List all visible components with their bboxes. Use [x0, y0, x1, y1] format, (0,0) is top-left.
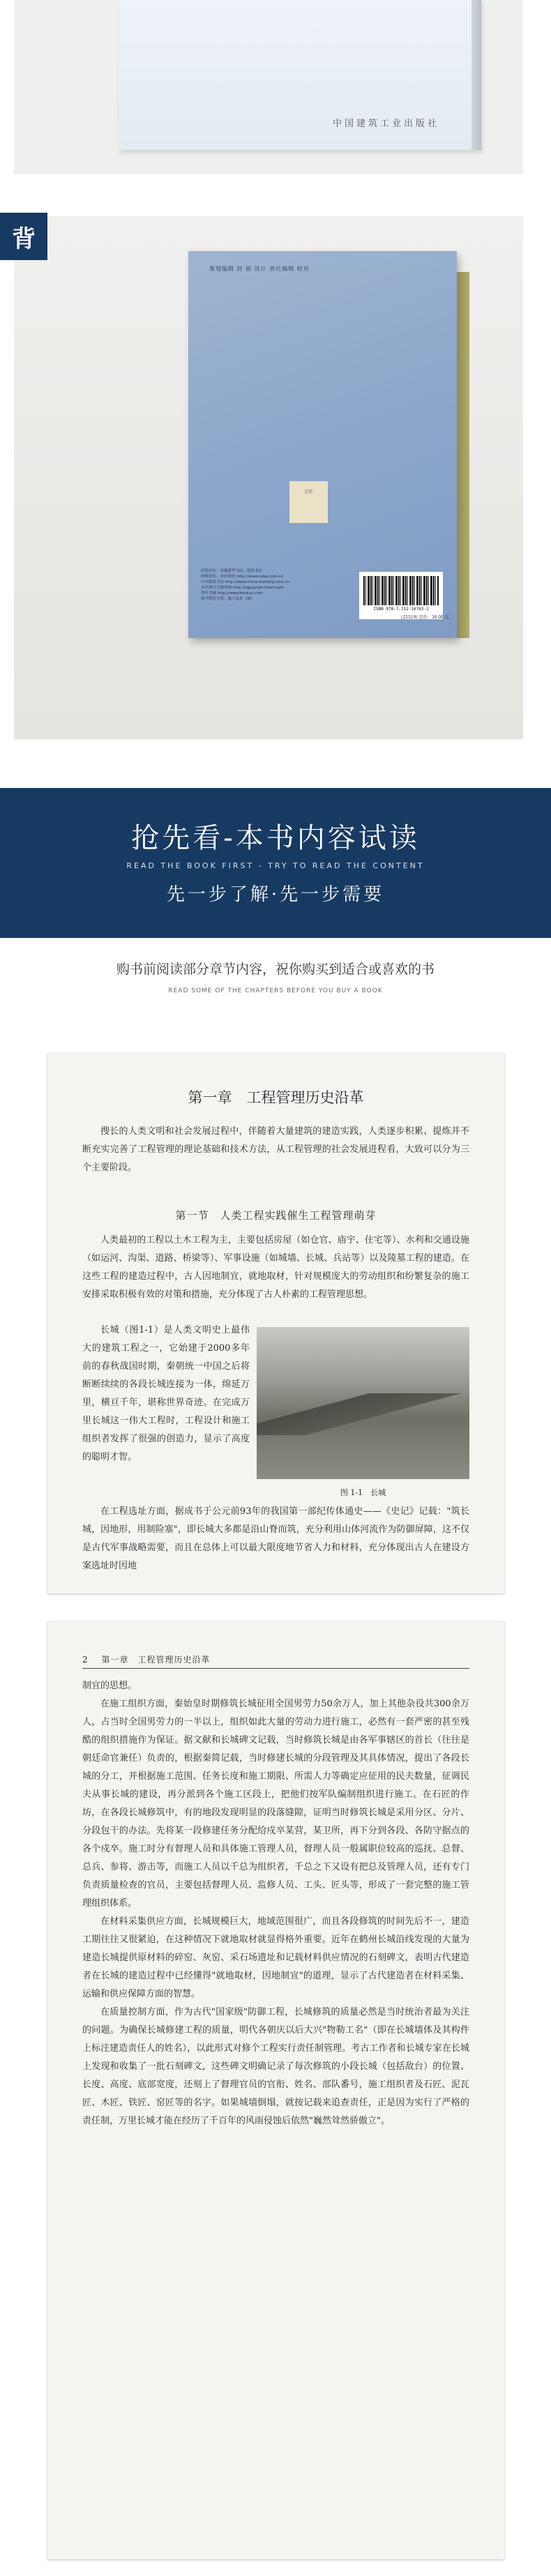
barcode-number: ISBN 978-7-112-16763-1 — [373, 607, 429, 612]
back-cover-credits: 策划编辑 封 面 设计 责任编辑 校对 — [209, 266, 310, 272]
intro-text-en: READ SOME OF THE CHAPTERS BEFORE YOU BUY A BOOK — [168, 987, 383, 994]
page-number: 2 — [82, 1655, 89, 1665]
preview-banner — [0, 788, 551, 938]
paragraph: 搜长的人类文明和社会发展过程中，伴随着大量建筑的建造实践，人类逐步积累、提炼并不断充实完善了工程管理的理论基础和技术方法，从工程管理的社会发展进程看，大致可以分为三个主要阶段。 — [82, 1126, 469, 1173]
info-line: 中国建筑书店 http://www.china-building.com.cn — [201, 580, 289, 584]
info-line: 图书销售分类：施工技术（I8） — [201, 597, 255, 601]
banner-slogan: 先一步了解·先一步需要 — [166, 884, 385, 905]
info-line: 网络销售：本社网址 http://www.cabp.com.cn — [201, 575, 283, 579]
publisher-info — [201, 568, 340, 602]
banner-subtitle: READ THE BOOK FIRST - TRY TO READ THE CONTENT — [126, 861, 425, 870]
great-wall-photo — [257, 1327, 469, 1479]
info-line: 本社淘宝天猫商城 http://zgjzgycbs.tmall.com — [201, 586, 284, 590]
chapter-title: 第一章 工程管理历史沿革 — [188, 1089, 364, 1106]
barcode-bars — [363, 576, 439, 605]
info-line: 经销单位：各地新华书店、建筑书店 — [201, 569, 263, 573]
publisher-name: 中国建筑工业出版社 — [332, 119, 439, 129]
book-page-1 — [47, 1053, 504, 1593]
isbn-barcode — [359, 572, 443, 619]
paragraph: 制宜的思想。 — [82, 1681, 137, 1691]
price-sticker-label: 定价 — [304, 490, 313, 494]
section-title: 第一节 人类工程实践催生工程管理萌芽 — [175, 1209, 377, 1222]
book-page-2 — [47, 1621, 504, 2559]
info-line: 博库书城 http://www.bookuu.com — [201, 591, 264, 596]
back-cover-book — [188, 251, 457, 638]
paragraph: 长城（图1-1）是人类文明史上最伟大的建筑工程之一，它始建于2000多年前的春秋战国时期，秦朝统一中国之后将断断续续的各段长城连接为一体，绵延万里，横亘千年，堪称世界奇迹。在完成万里长城这一伟大工程时，工程设计和施工组织者发挥了很强的创造力，显示了高度的聪明才智。 — [82, 1325, 250, 1462]
paragraph: 在工程选址方面，据成书于公元前93年的我国第一部纪传体通史——《史记》记载："筑长城，因地形，用制险塞"，即长城大多都是沿山脊而筑，充分利用山体河流作为防御屏障，这不仅是古代军事战略需要，而且在总体上可以最大限度地节省人力和材料，充分体现出古人在建设方案选址时因地 — [82, 1506, 469, 1571]
paragraph: 人类最初的工程以土木工程为主，主要包括房屋（如仓官、庙宇、住宅等）、水利和交通设施（如运河、沟渠、道路、桥梁等）、军事设施（如城墙、长城、兵站等）以及陵墓工程的建造。在这些工程的建造过程中，古人因地制宜，就地取材，针对规模庞大的劳动组织和纷繁复杂的施工安排采取积极有效的对策和措施，充分体现了古人朴素的工程管理思想。 — [82, 1235, 469, 1300]
back-cover-photo — [14, 216, 523, 739]
running-header — [82, 1653, 469, 1669]
great-wall-ridge — [257, 1393, 469, 1435]
paragraph: 在材料采集供应方面，长城规模巨大，地域范围很广，而且各段修筑的时间先后不一，建造工期往往又很紧迫，在这种情况下就地取材就显得格外重要。近年在鹤州长城沿线发现的大量为建造长城提供原材料的碎窑、灰窑、采石场遗址和记载材料供应情况的石刻碑文，表明古代建造者在长城的建造过程中已经懂得"就地取材，因地制宜"的道理，显示了古代建造者在材料采集、运输和供应保障方面的智慧。 — [82, 1916, 469, 1999]
running-header-title: 第一章 工程管理历史沿革 — [101, 1655, 211, 1665]
book-spine-shadow — [471, 0, 481, 150]
book-price: (25519) 定价：38.00 元 — [401, 615, 449, 620]
paragraph: 在施工组织方面，秦始皇时期修筑长城征用全国男劳力50余万人，加上其他杂役共300余万人，占当时全国男劳力的一半以上，组织如此大量的劳动力进行施工，必然有一套严密的甚至残酷的组织措施作为保证。据文献和长城碑文记载，当时修筑长城是由各军事辖区的首长（往往是朝廷命官兼任）负责的，根据秦简记载，当时修建长城的分段管理及其具体情况，提出了各段长城的分工，并根据施工范围、任务长度和施工期限、所需人力等确定应征用的民夫数量，征调民夫从事长城的建设，再分派到各个施工区段上，把他们按军队编制组织进行施工。在石匠的作坊，在各段长城修筑中，有的地段发现明显的段落缝隙，证明当时修筑长城是采用分区、分片、分段包干的办法。先将某一段修建任务分配给戍卒某营，某卫所，再下分到各段、各防守据点的各个戍卒。施工时分有督理人员和具体施工管理人员，督理人员一般属职位较高的巡抚、总督、总兵、参将、游击等，而施工人员以千总为组织者，千总之下又设有把总及管理人员，还有专门负责质量检查的官员，主要包括督理人员、监修人员、工头、匠头等，形成了一套完整的施工管理组织体系。 — [82, 1699, 469, 1909]
figure-caption: 图 1-1 长城 — [340, 1488, 386, 1497]
front-cover-book — [119, 0, 481, 150]
front-cover-photo — [14, 0, 523, 174]
price-sticker — [289, 481, 328, 523]
paragraph: 在质量控制方面，作为古代"国家级"防御工程，长城修筑的质量必然是当时统治者最为关注的问题。为确保长城修建工程的质量，明代各朝庆以后大兴"物勒工名"（即在长城墙体及其构件上标注建造责任人的姓名），以此形式对修个工程实行责任制管理。考古工作者和长城专家在长城上发现和收集了一批石刻碑文，这些碑文明确记录了每次修筑的小段长城（包括敌台）的位置、长度、高度、底部宽度，还刻上了督理官员的官衔、姓名、部队番号，施工组织者及石匠、泥瓦匠、木匠、铁匠、窑匠等的名字。如果城墙倒塌，就按记载来追查责任，正是因为实行了严格的责任制，万里长城才能在经历了千百年的风雨侵蚀后依然"巍然耸然骄傲立"。 — [82, 2007, 469, 2126]
intro-text: 购书前阅读部分章节内容，祝你购买到适合或喜欢的书 — [116, 962, 435, 977]
book-spine — [457, 272, 469, 638]
preview-intro — [0, 959, 551, 994]
banner-title: 抢先看-本书内容试读 — [131, 822, 420, 854]
back-cover-tag: 背 — [0, 213, 47, 260]
